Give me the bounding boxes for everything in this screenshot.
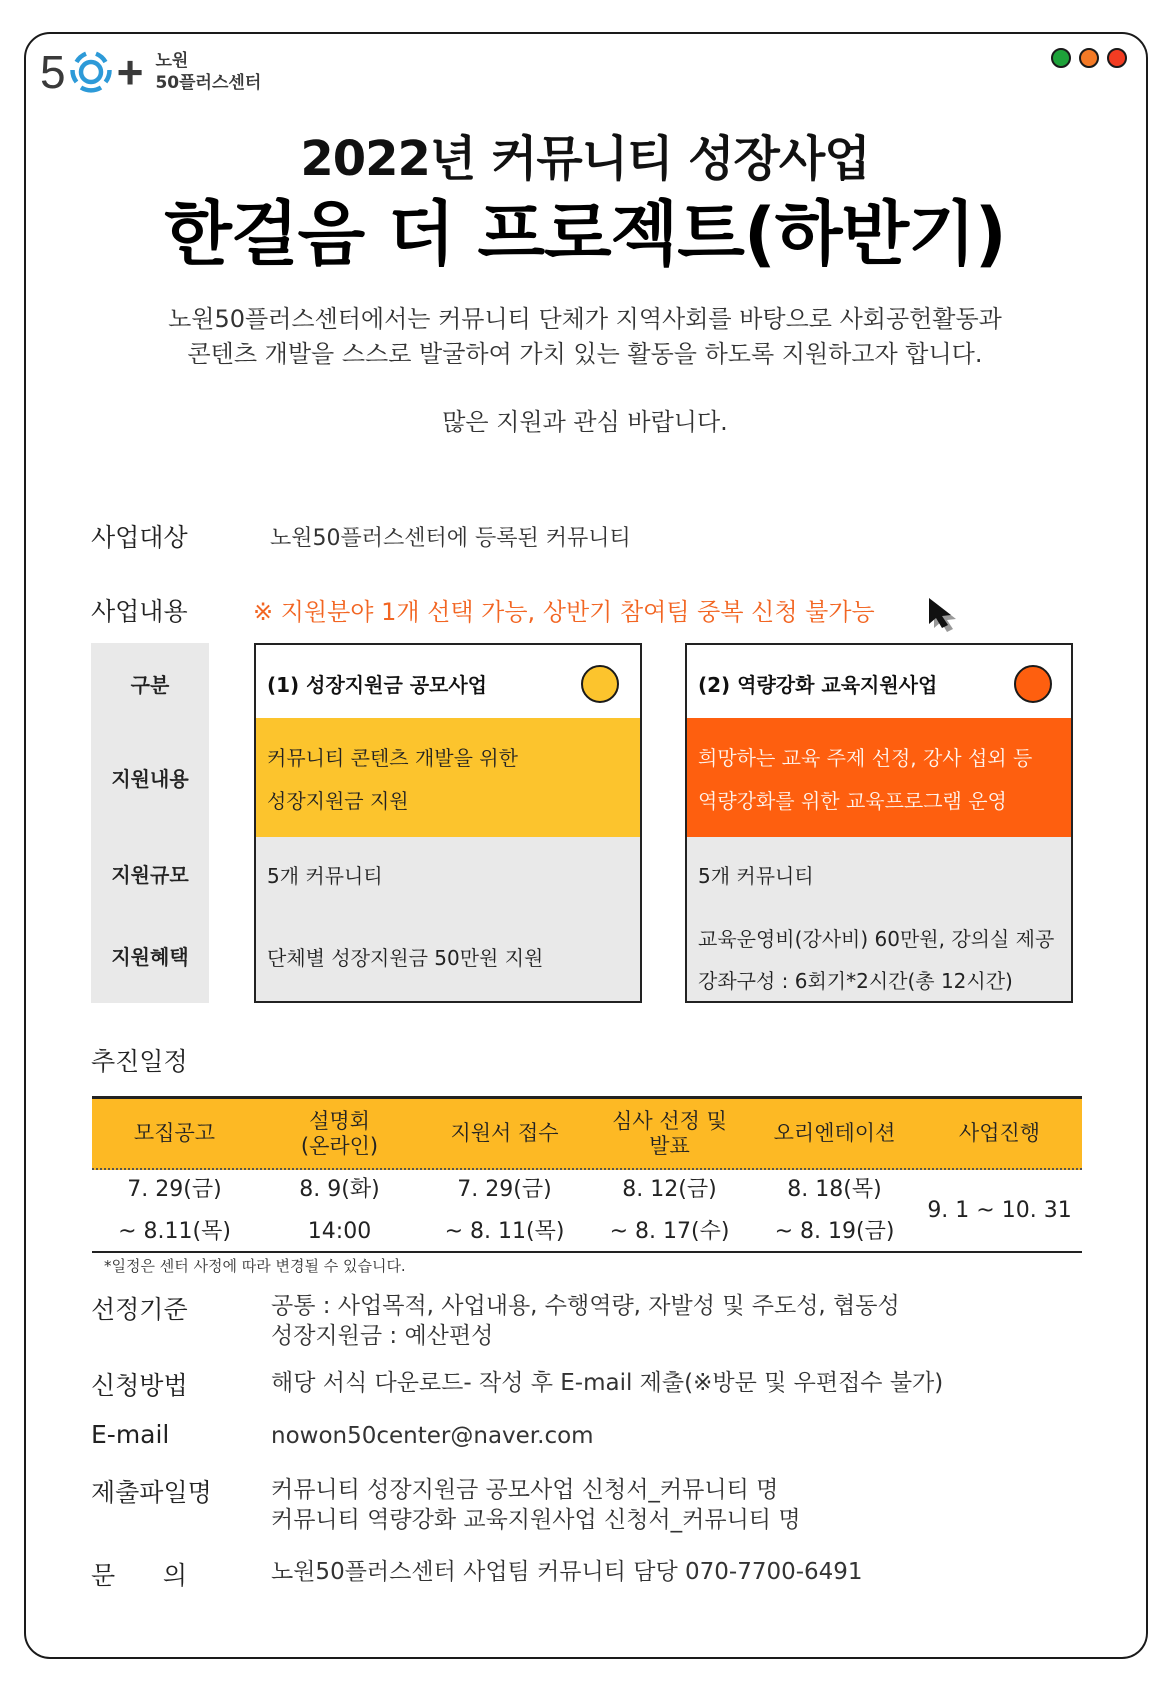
filename-line2: 커뮤니티 역량강화 교육지원사업 신청서_커뮤니티 명 <box>271 1507 801 1533</box>
schedule-cell: 9. 1 ~ 10. 31 <box>927 1197 1072 1223</box>
title-line2: 한걸음 더 프로젝트(하반기) <box>164 193 1006 275</box>
email-value[interactable]: nowon50center@naver.com <box>271 1423 594 1449</box>
program-content-line2: 성장지원금 지원 <box>267 789 409 813</box>
target-label: 사업대상 <box>91 523 188 552</box>
content-label: 사업내용 <box>91 597 188 626</box>
program-benefit: 단체별 성장지원금 50만원 지원 <box>267 946 544 970</box>
schedule-date-row <box>92 1170 1082 1253</box>
schedule-label: 추진일정 <box>91 1047 188 1076</box>
criteria-label: 선정기준 <box>91 1295 188 1324</box>
intro-closing: 많은 지원과 관심 바랍니다. <box>442 408 728 436</box>
schedule-cell: 7. 29(금) ~ 8.11(목) <box>118 1176 231 1244</box>
criteria-line2: 성장지원금 : 예산편성 <box>271 1323 494 1349</box>
program-title: (2) 역량강화 교육지원사업 <box>698 673 938 697</box>
program-scale: 5개 커뮤니티 <box>698 864 814 888</box>
row-label-benefit: 지원혜택 <box>111 945 189 969</box>
contact-label: 문 의 <box>91 1561 187 1590</box>
apply-method-value: 해당 서식 다운로드- 작성 후 E-mail 제출(※방문 및 우편접수 불가) <box>271 1370 944 1396</box>
schedule-head-application: 지원서 접수 <box>450 1121 559 1145</box>
intro-line2: 콘텐츠 개발을 스스로 발굴하여 가치 있는 활동을 하도록 지원하고자 합니다. <box>187 340 983 368</box>
schedule-table <box>92 1096 1082 1253</box>
logo-org-line2: 50플러스센터 <box>155 73 262 93</box>
logo-ring-icon <box>67 48 115 96</box>
program-content-line1: 희망하는 교육 주제 선정, 강사 섭외 등 <box>698 746 1033 770</box>
schedule-head-briefing: 설명회 (온라인) <box>300 1108 379 1158</box>
schedule-header-row <box>92 1096 1082 1170</box>
green-dot-icon <box>1051 48 1071 68</box>
program-content-line1: 커뮤니티 콘텐츠 개발을 위한 <box>267 746 518 770</box>
red-dot-icon <box>1107 48 1127 68</box>
row-label-content: 지원내용 <box>111 767 189 791</box>
mouse-cursor-icon <box>926 596 968 636</box>
program-benefit-line1: 교육운영비(강사비) 60만원, 강의실 제공 <box>698 927 1055 951</box>
filename-line1: 커뮤니티 성장지원금 공모사업 신청서_커뮤니티 명 <box>271 1477 779 1503</box>
schedule-head-review: 심사 선정 및 발표 <box>612 1108 727 1158</box>
apply-method-label: 신청방법 <box>91 1371 188 1400</box>
program-content-line2: 역량강화를 위한 교육프로그램 운영 <box>698 789 1007 813</box>
row-label-category: 구분 <box>130 673 170 697</box>
program-content-band <box>256 718 640 837</box>
filename-value <box>271 1475 801 1535</box>
title-line1: 2022년 커뮤니티 성장사업 <box>300 131 870 187</box>
intro-line1: 노원50플러스센터에서는 커뮤니티 단체가 지역사회를 바탕으로 사회공헌활동과 <box>168 305 1002 333</box>
target-value: 노원50플러스센터에 등록된 커뮤니티 <box>270 526 631 551</box>
content-notice: ※ 지원분야 1개 선택 가능, 상반기 참여팀 중복 신청 불가능 <box>253 598 875 626</box>
yellow-circle-icon <box>581 665 619 703</box>
criteria-value <box>271 1291 900 1351</box>
program-header <box>687 645 1071 718</box>
criteria-line1: 공통 : 사업목적, 사업내용, 수행역량, 자발성 및 주도성, 협동성 <box>271 1293 900 1319</box>
logo-org-line1: 노원 <box>155 51 189 71</box>
schedule-cell: 8. 9(화) 14:00 <box>299 1176 380 1244</box>
logo-org-name <box>155 50 261 94</box>
program-header <box>256 645 640 718</box>
program-card-capacity-education <box>685 643 1073 1003</box>
schedule-head-operation: 사업진행 <box>958 1121 1041 1145</box>
row-label-column <box>91 643 209 1003</box>
schedule-cell: 7. 29(금) ~ 8. 11(목) <box>444 1176 565 1244</box>
orange-circle-icon <box>1014 665 1052 703</box>
schedule-note: *일정은 센터 사정에 따라 변경될 수 있습니다. <box>104 1257 406 1275</box>
logo <box>40 48 261 96</box>
schedule-cell: 8. 12(금) ~ 8. 17(수) <box>609 1176 730 1244</box>
logo-number: 5 <box>40 46 66 98</box>
row-label-scale: 지원규모 <box>111 863 189 887</box>
schedule-head-orientation: 오리엔테이션 <box>773 1121 896 1145</box>
orange-dot-icon <box>1079 48 1099 68</box>
program-benefit-line2: 강좌구성 : 6회기*2시간(총 12시간) <box>698 969 1013 993</box>
contact-value: 노원50플러스센터 사업팀 커뮤니티 담당 070-7700-6491 <box>271 1559 863 1585</box>
schedule-head-recruit: 모집공고 <box>133 1121 216 1145</box>
schedule-cell: 8. 18(목) ~ 8. 19(금) <box>774 1176 895 1244</box>
program-title: (1) 성장지원금 공모사업 <box>267 673 488 697</box>
intro-text <box>0 302 1170 372</box>
program-card-growth-fund <box>254 643 642 1003</box>
filename-label: 제출파일명 <box>91 1478 212 1507</box>
program-content-band <box>687 718 1071 837</box>
logo-plus: + <box>116 46 144 98</box>
window-controls <box>1051 48 1127 68</box>
email-label: E-mail <box>91 1420 170 1449</box>
program-scale: 5개 커뮤니티 <box>267 864 383 888</box>
